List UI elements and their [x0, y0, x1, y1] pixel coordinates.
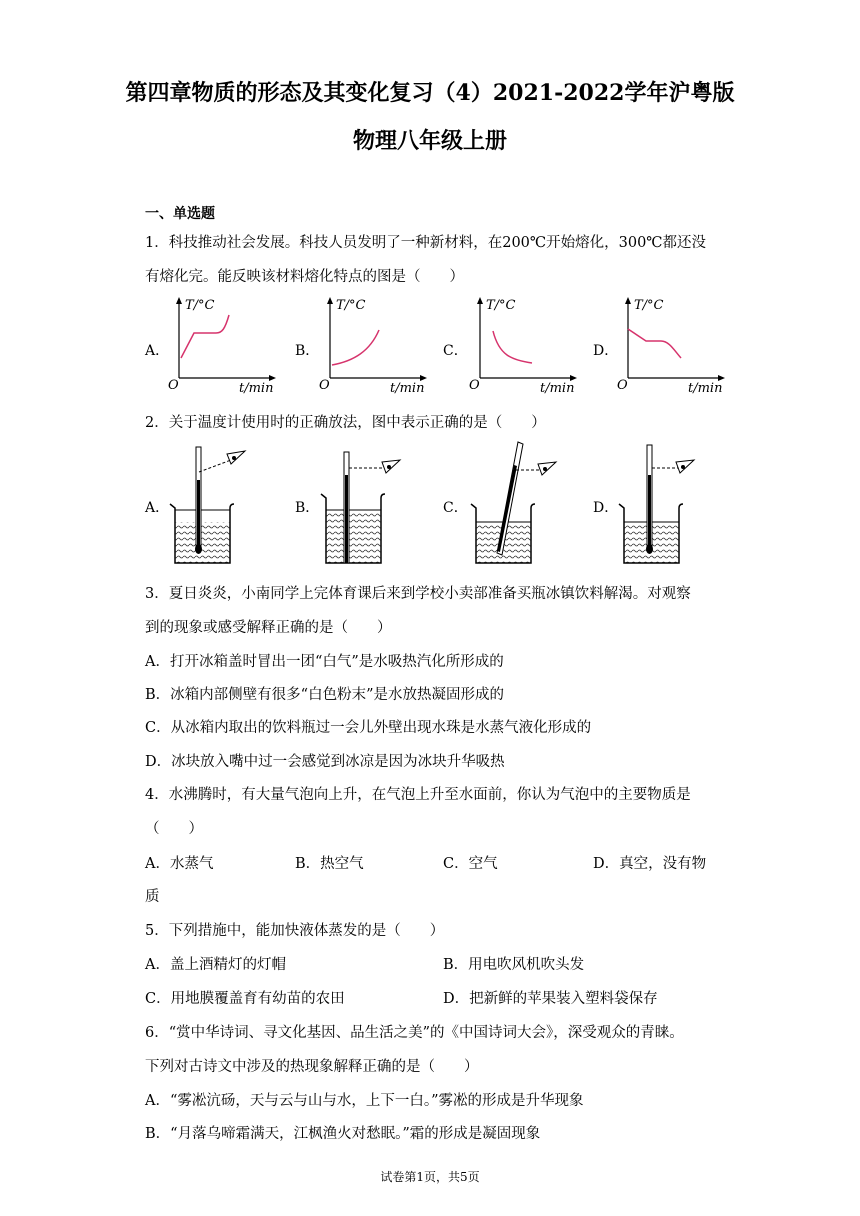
q4-stem-line1: 4．水沸腾时，有大量气泡向上升，在气泡上升至水面前，你认为气泡中的主要物质是 [145, 787, 691, 803]
q3-option-c: C．从冰箱内取出的饮料瓶过一会儿外壁出现水珠是水蒸气液化形成的 [145, 720, 592, 736]
q1-c-ylabel: T/°C [486, 298, 516, 313]
q4-option-c: C．空气 [443, 856, 498, 872]
q1-b-ylabel: T/°C [336, 298, 366, 313]
eye-icon [676, 460, 694, 473]
q1-option-a-label: A． [145, 343, 170, 359]
q1-option-c-label: C． [443, 343, 468, 359]
q3-stem-line2: 到的现象或感受解释正确的是（ ） [145, 620, 392, 636]
q1-c-origin: O [469, 378, 480, 393]
q6-stem-line2: 下列对古诗文中涉及的热现象解释正确的是（ ） [145, 1059, 479, 1075]
q6-stem-line1: 6．“赏中华诗词、寻文化基因、品生活之美”的《中国诗词大会》，深受观众的青睐。 [145, 1025, 684, 1041]
q4-option-d: D．真空，没有物 [593, 856, 707, 872]
q1-graph-d [614, 295, 734, 395]
q2-option-c-label: C． [443, 500, 468, 516]
q5-option-c: C．用地膜覆盖育有幼苗的农田 [145, 991, 345, 1007]
q2-option-b-label: B． [295, 500, 320, 516]
q1-c-xlabel: t/min [540, 381, 575, 396]
q2-beaker-d [614, 440, 714, 570]
q5-stem-line1: 5．下列措施中，能加快液体蒸发的是（ ） [145, 923, 445, 939]
q1-c-curve [493, 331, 532, 363]
q1-a-origin: O [168, 378, 179, 393]
eye-icon [227, 451, 245, 464]
q2-stem-line1: 2．关于温度计使用时的正确放法，图中表示正确的是（ ） [145, 415, 546, 431]
q1-d-ylabel: T/°C [634, 298, 664, 313]
q1-b-xlabel: t/min [390, 381, 425, 396]
q1-d-curve [628, 329, 681, 358]
q6-option-b: B．“月落乌啼霜满天，江枫渔火对愁眠。”霜的形成是凝固现象 [145, 1126, 541, 1142]
q2-option-d-label: D． [593, 500, 619, 516]
q2-option-a-label: A． [145, 500, 170, 516]
q1-d-xlabel: t/min [688, 381, 723, 396]
q1-graph-a [165, 295, 285, 395]
section-heading: 一、单选题 [145, 206, 215, 222]
q1-a-xlabel: t/min [239, 381, 274, 396]
q2-beaker-c [466, 440, 566, 570]
q1-option-d-label: D． [593, 343, 619, 359]
q1-b-curve [332, 330, 379, 365]
eye-icon [382, 460, 400, 473]
q2-beaker-a [165, 440, 265, 570]
q5-option-a: A．盖上酒精灯的灯帽 [145, 957, 286, 973]
eye-icon [538, 462, 556, 475]
q1-graph-c [466, 295, 586, 395]
page-footer: 试卷第1页，共5页 [380, 1170, 480, 1184]
q1-a-ylabel: T/°C [185, 298, 215, 313]
q1-stem-line1: 1．科技推动社会发展。科技人员发明了一种新材料，在200℃开始熔化，300℃都还没 [145, 235, 707, 251]
q4-stem-line2: （ ） [145, 821, 203, 837]
doc-title-line2: 物理八年级上册 [352, 128, 507, 154]
q1-graph-b [316, 295, 436, 395]
q3-option-a: A．打开冰箱盖时冒出一团“白气”是水吸热汽化所形成的 [145, 654, 504, 670]
q1-option-b-label: B． [295, 343, 320, 359]
q1-b-origin: O [319, 378, 330, 393]
q1-stem-line2: 有熔化完。能反映该材料熔化特点的图是（ ） [145, 269, 464, 285]
q4-option-a: A．水蒸气 [145, 856, 214, 872]
q5-option-b: B．用电吹风机吹头发 [443, 957, 585, 973]
q6-option-a: A．“雾凇沆砀，天与云与山与水，上下一白。”雾凇的形成是升华现象 [145, 1093, 584, 1109]
q3-stem-line1: 3．夏日炎炎，小南同学上完体育课后来到学校小卖部准备买瓶冰镇饮料解渴。对观察 [145, 586, 691, 602]
q4-option-b: B．热空气 [295, 856, 364, 872]
q3-option-d: D．冰块放入嘴中过一会感觉到冰凉是因为冰块升华吸热 [145, 754, 505, 770]
q5-option-d: D．把新鲜的苹果装入塑料袋保存 [443, 991, 658, 1007]
q4-option-d-cont: 质 [145, 889, 160, 905]
q1-d-origin: O [617, 378, 628, 393]
q1-a-curve [181, 315, 229, 358]
q2-beaker-b [316, 440, 416, 570]
doc-title-line1: 第四章物质的形态及其变化复习（4）2021-2022学年沪粤版 [125, 80, 735, 106]
q3-option-b: B．冰箱内部侧壁有很多“白色粉末”是水放热凝固形成的 [145, 687, 504, 703]
